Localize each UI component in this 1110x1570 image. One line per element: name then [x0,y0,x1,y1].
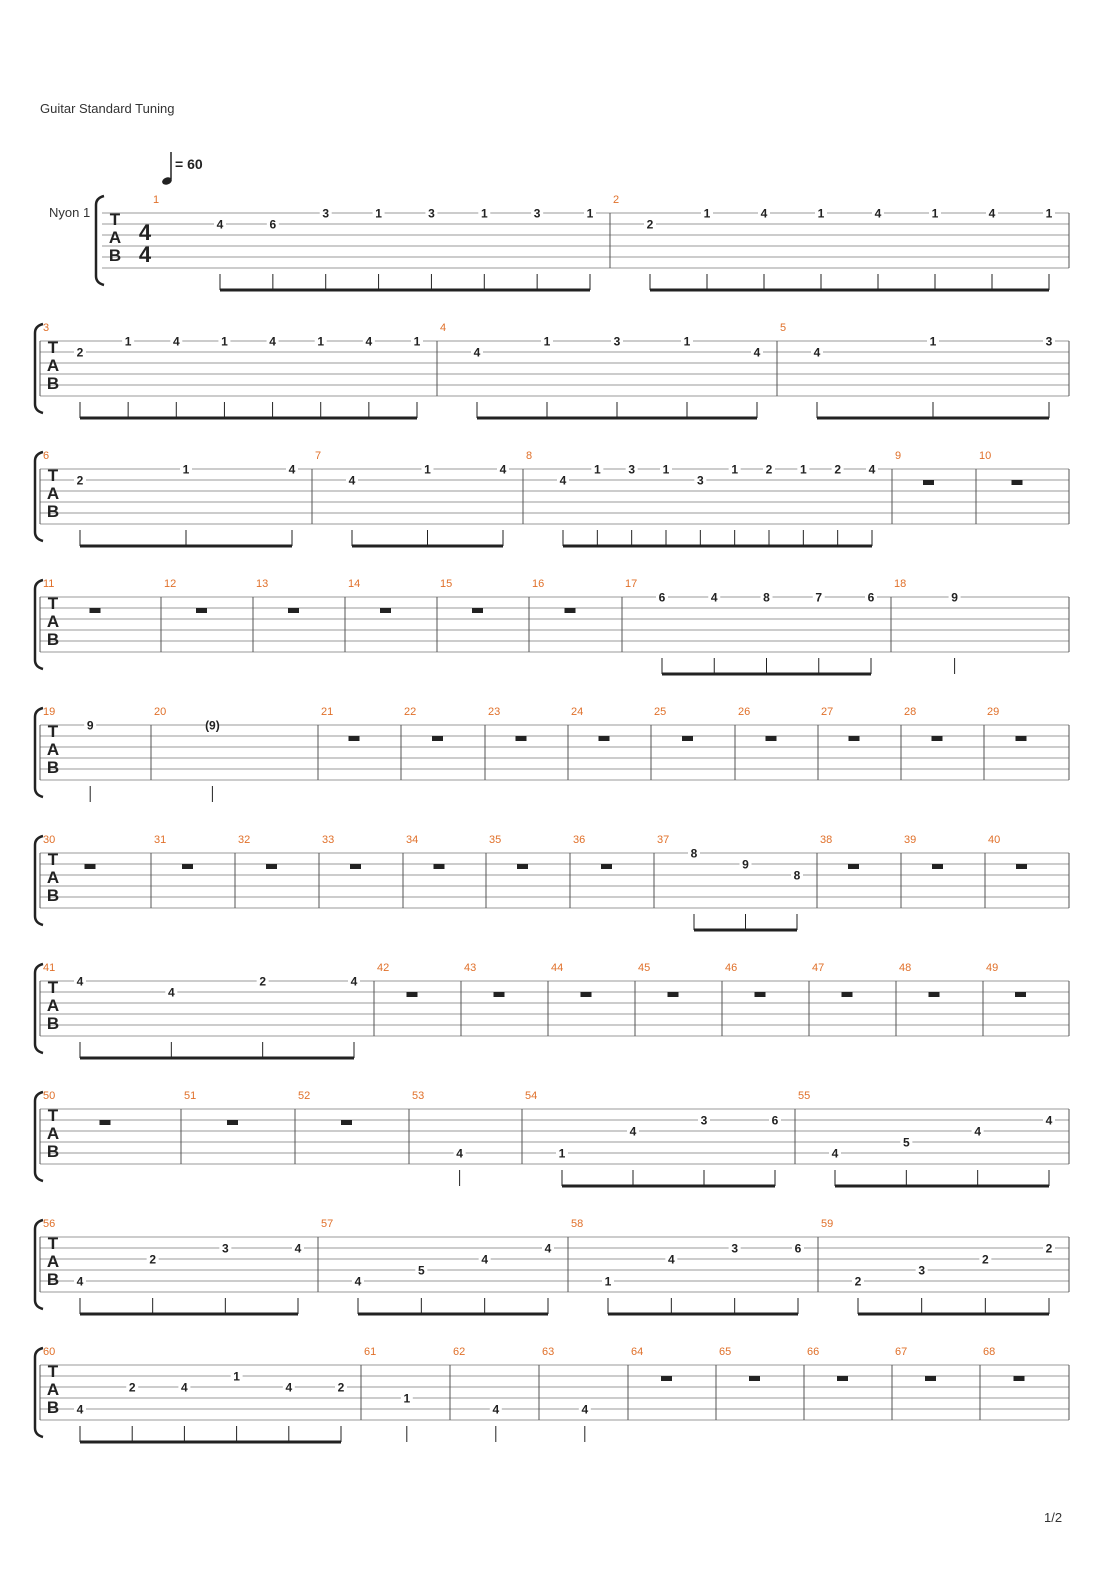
measure-number: 2 [613,194,620,206]
fret-number: 4 [499,462,507,477]
whole-rest [196,608,207,613]
measure-number: 66 [807,1346,820,1358]
fret-number: 1 [480,206,488,221]
fret-number: 6 [658,590,666,605]
whole-rest [682,736,693,741]
fret-number: 2 [149,1252,157,1267]
fret-number: 4 [760,206,768,221]
fret-number: 4 [167,985,175,1000]
fret-number: 4 [348,473,356,488]
fret-number: 1 [731,462,739,477]
whole-rest [1016,864,1027,869]
fret-number: 8 [690,846,698,861]
measure-number: 33 [322,834,335,846]
fret-number: 8 [763,590,770,605]
fret-number: 1 [413,334,421,349]
fret-number: 6 [794,1241,802,1256]
measure-number: 3 [43,322,50,334]
tab-clef-letter: A [46,1252,60,1271]
whole-rest [599,736,610,741]
whole-rest [517,864,528,869]
measure-number: 62 [453,1346,466,1358]
whole-rest [516,736,527,741]
whole-rest [407,992,418,997]
fret-number: 4 [544,1241,552,1256]
measure-number: 48 [899,962,912,974]
tab-clef-letter: B [46,758,60,777]
fret-number: 2 [337,1380,345,1395]
fret-number: 2 [981,1252,989,1267]
fret-number: 4 [492,1402,500,1417]
fret-number: 3 [700,1113,708,1128]
whole-rest [932,864,943,869]
measure-number: 26 [738,706,751,718]
whole-rest [929,992,940,997]
whole-rest [565,608,576,613]
system-bracket [35,836,43,925]
measure-number: 32 [238,834,251,846]
page-number: 1/2 [1044,1510,1063,1525]
fret-number: 2 [76,473,84,488]
measure-number: 55 [798,1090,811,1102]
fret-number: 4 [559,473,567,488]
whole-rest [842,992,853,997]
whole-rest [434,864,445,869]
measure-number: 54 [525,1090,538,1102]
fret-number: 3 [628,462,636,477]
whole-rest [1012,480,1023,485]
tab-clef-letter: B [108,246,122,265]
whole-rest [100,1120,111,1125]
fret-number: 2 [765,462,773,477]
fret-number: 1 [124,334,132,349]
measure-number: 47 [812,962,825,974]
measure-number: 63 [542,1346,555,1358]
whole-rest [85,864,96,869]
fret-number: 4 [76,1402,84,1417]
whole-rest [349,736,360,741]
whole-rest [601,864,612,869]
tab-clef-letter: A [46,612,60,631]
tab-clef-letter: A [108,228,122,247]
measure-number: 43 [464,962,477,974]
measure-number: 31 [154,834,167,846]
system-bracket [35,1220,43,1309]
fret-number: 4 [456,1146,463,1161]
measure-number: 6 [43,450,50,462]
whole-rest [923,480,934,485]
tab-clef-letter: B [46,1398,60,1417]
measure-number: 65 [719,1346,732,1358]
tab-clef-letter: B [46,1014,60,1033]
measure-number: 27 [821,706,834,718]
whole-rest [1014,1376,1025,1381]
measure-number: 50 [43,1090,56,1102]
measure-number: 19 [43,706,56,718]
measure-number: 46 [725,962,738,974]
measure-number: 45 [638,962,651,974]
whole-rest [581,992,592,997]
system-bracket [35,452,43,541]
tab-clef-letter: T [47,338,59,357]
system-bracket [35,324,43,413]
whole-rest [749,1376,760,1381]
measure-number: 13 [256,578,269,590]
fret-number: 3 [696,473,704,488]
fret-number: 2 [854,1274,862,1289]
tab-clef-letter: B [46,886,60,905]
tab-clef-letter: B [46,630,60,649]
measure-number: 58 [571,1218,584,1230]
measure-number: 37 [657,834,670,846]
measure-number: 44 [551,962,564,974]
measure-number: 68 [983,1346,996,1358]
measure-number: 25 [654,706,667,718]
fret-number: 4 [365,334,373,349]
tab-clef-letter: T [47,1362,59,1381]
whole-rest [266,864,277,869]
whole-rest [494,992,505,997]
fret-number: 1 [558,1146,566,1161]
fret-number: 4 [76,1274,84,1289]
fret-number: 1 [375,206,382,221]
fret-number: 4 [581,1402,589,1417]
system-bracket [35,964,43,1053]
fret-number: 4 [269,334,276,349]
fret-number: 1 [543,334,551,349]
fret-number: 5 [902,1135,910,1150]
fret-number: 4 [831,1146,839,1161]
system-bracket [96,196,104,285]
whole-rest [350,864,361,869]
measure-number: 41 [43,962,56,974]
fret-number: 2 [646,217,654,232]
fret-number: 4 [813,345,821,360]
whole-rest [1015,992,1026,997]
tab-clef-letter: A [46,356,60,375]
whole-rest [1016,736,1027,741]
tab-clef-letter: T [109,210,121,229]
fret-number: 4 [1045,1113,1053,1128]
tab-clef-letter: A [46,740,60,759]
whole-rest [380,608,391,613]
tab-clef-letter: T [47,1106,59,1125]
whole-rest [925,1376,936,1381]
measure-number: 11 [43,578,55,590]
whole-rest [755,992,766,997]
measure-number: 1 [153,194,160,206]
measure-number: 59 [821,1218,834,1230]
tab-clef-letter: T [47,594,59,613]
fret-number: 2 [128,1380,136,1395]
fret-number: 1 [233,1369,240,1384]
fret-number: 1 [586,206,594,221]
measure-number: 67 [895,1346,908,1358]
whole-rest [848,864,859,869]
fret-number: 1 [683,334,691,349]
tab-clef-letter: T [47,978,59,997]
fret-number: (9) [205,718,220,733]
whole-rest [849,736,860,741]
measure-number: 53 [412,1090,425,1102]
fret-number: 4 [285,1380,293,1395]
measure-number: 9 [895,450,902,462]
fret-number: 1 [424,462,431,477]
fret-number: 4 [350,974,358,989]
fret-number: 3 [428,206,435,221]
measure-number: 5 [780,322,787,334]
measure-number: 14 [348,578,361,590]
fret-number: 3 [731,1241,739,1256]
measure-number: 51 [184,1090,197,1102]
fret-number: 4 [974,1124,982,1139]
measure-number: 52 [298,1090,311,1102]
fret-number: 6 [867,590,875,605]
fret-number: 1 [317,334,325,349]
measure-number: 38 [820,834,833,846]
whole-rest [341,1120,352,1125]
fret-number: 3 [918,1263,926,1278]
measure-number: 23 [488,706,501,718]
time-signature-bottom: 4 [138,242,152,267]
measure-number: 16 [532,578,545,590]
fret-number: 4 [76,974,84,989]
system-bracket [35,580,43,669]
fret-number: 4 [354,1274,362,1289]
measure-number: 10 [979,450,992,462]
fret-number: 1 [817,206,825,221]
system-bracket [35,1092,43,1181]
fret-number: 4 [216,217,224,232]
fret-number: 4 [288,462,296,477]
fret-number: 1 [799,462,807,477]
tab-clef-letter: A [46,1124,60,1143]
measure-number: 21 [321,706,334,718]
tab-clef-letter: B [46,1270,60,1289]
fret-number: 2 [259,974,267,989]
fret-number: 4 [667,1252,675,1267]
fret-number: 4 [172,334,180,349]
tab-clef-letter: T [47,466,59,485]
tab-clef-letter: T [47,1234,59,1253]
measure-number: 30 [43,834,56,846]
measure-number: 4 [440,322,447,334]
fret-number: 4 [294,1241,302,1256]
fret-number: 1 [662,462,670,477]
tab-clef-letter: B [46,374,60,393]
fret-number: 9 [951,590,958,605]
fret-number: 1 [182,462,190,477]
fret-number: 1 [403,1391,411,1406]
fret-number: 4 [473,345,481,360]
measure-number: 36 [573,834,586,846]
fret-number: 1 [703,206,711,221]
measure-number: 39 [904,834,917,846]
fret-number: 2 [1045,1241,1053,1256]
fret-number: 4 [181,1380,188,1395]
fret-number: 4 [481,1252,489,1267]
track-name: Nyon 1 [49,205,91,220]
measure-number: 40 [988,834,1001,846]
fret-number: 4 [629,1124,637,1139]
whole-rest [432,736,443,741]
fret-number: 1 [929,334,937,349]
whole-rest [766,736,777,741]
measure-number: 12 [164,578,177,590]
fret-number: 5 [417,1263,425,1278]
measure-number: 57 [321,1218,334,1230]
whole-rest [661,1376,672,1381]
fret-number: 4 [868,462,876,477]
whole-rest [668,992,679,997]
fret-number: 7 [815,590,823,605]
measure-number: 8 [526,450,533,462]
fret-number: 4 [988,206,996,221]
tab-clef-letter: T [47,722,59,741]
measure-number: 28 [904,706,917,718]
tempo-marking: = 60 [175,156,203,172]
measure-number: 35 [489,834,502,846]
fret-number: 1 [931,206,939,221]
measure-number: 61 [364,1346,377,1358]
measure-number: 56 [43,1218,56,1230]
fret-number: 1 [593,462,601,477]
fret-number: 8 [793,868,801,883]
tab-clef-letter: B [46,502,60,521]
whole-rest [472,608,483,613]
system-bracket [35,1348,43,1437]
whole-rest [288,608,299,613]
fret-number: 6 [771,1113,779,1128]
fret-number: 1 [1045,206,1053,221]
fret-number: 2 [834,462,842,477]
fret-number: 3 [221,1241,229,1256]
whole-rest [182,864,193,869]
measure-number: 34 [406,834,419,846]
measure-number: 15 [440,578,453,590]
fret-number: 1 [604,1274,612,1289]
measure-number: 20 [154,706,167,718]
fret-number: 6 [269,217,277,232]
tab-clef-letter: B [46,1142,60,1161]
fret-number: 3 [613,334,621,349]
fret-number: 3 [1045,334,1053,349]
fret-number: 9 [86,718,94,733]
measure-number: 22 [404,706,417,718]
tab-clef-letter: T [47,850,59,869]
fret-number: 4 [874,206,882,221]
tuning-label: Guitar Standard Tuning [40,101,175,116]
measure-number: 7 [315,450,322,462]
tab-clef-letter: A [46,1380,60,1399]
measure-number: 60 [43,1346,56,1358]
fret-number: 4 [753,345,761,360]
whole-rest [837,1376,848,1381]
fret-number: 3 [533,206,541,221]
measure-number: 49 [986,962,999,974]
tab-clef-letter: A [46,996,60,1015]
measure-number: 42 [377,962,390,974]
whole-rest [227,1120,238,1125]
whole-rest [932,736,943,741]
measure-number: 17 [625,578,638,590]
fret-number: 3 [322,206,330,221]
measure-number: 29 [987,706,1000,718]
measure-number: 18 [894,578,907,590]
fret-number: 9 [742,857,749,872]
fret-number: 4 [710,590,718,605]
tab-clef-letter: A [46,868,60,887]
measure-number: 24 [571,706,584,718]
tab-clef-letter: A [46,484,60,503]
fret-number: 2 [76,345,84,360]
whole-rest [90,608,101,613]
measure-number: 64 [631,1346,644,1358]
system-bracket [35,708,43,797]
fret-number: 1 [221,334,228,349]
time-signature-top: 4 [138,220,152,245]
